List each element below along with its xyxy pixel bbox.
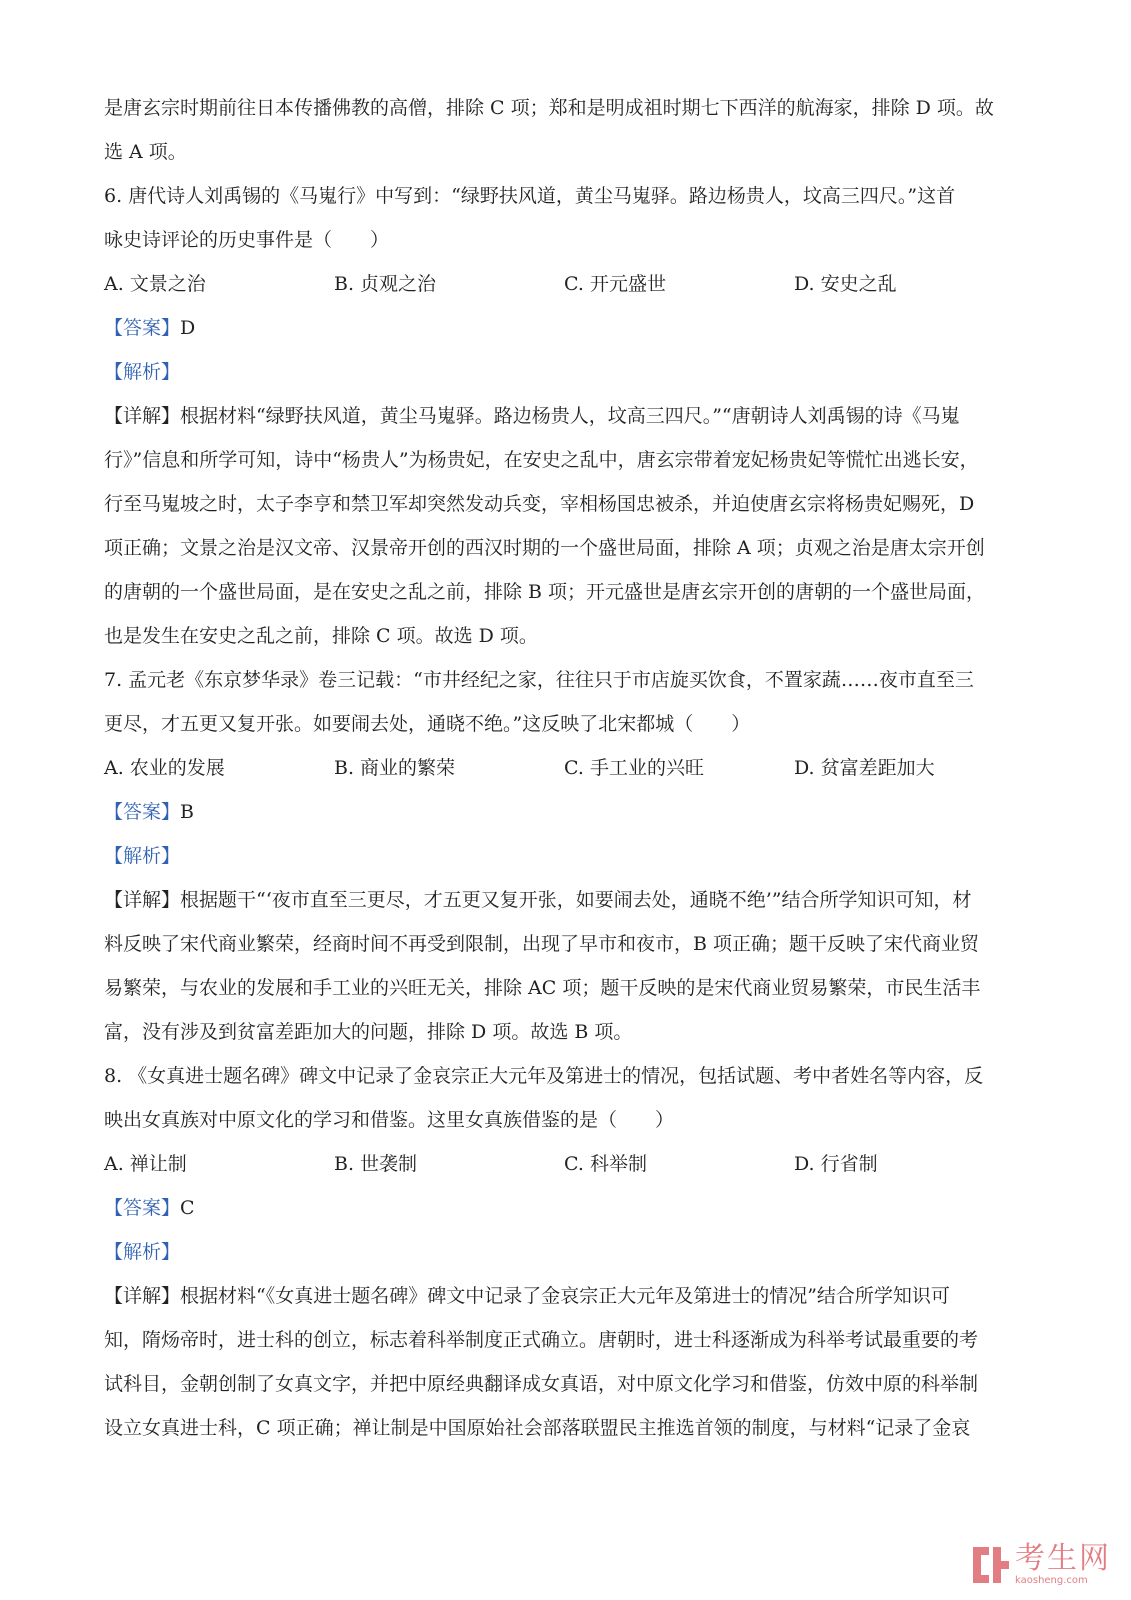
question-stem-line: 7. 孟元老《东京梦华录》卷三记载：“市井经纪之家，往往只于市店旋买饮食，不置家蔬……夜市直至三 — [104, 669, 974, 691]
detail-line: 易繁荣，与农业的发展和手工业的兴旺无关，排除 AC 项；题干反映的是宋代商业贸易繁荣，市民生活丰 — [104, 977, 981, 999]
question-stem-line: 映出女真族对中原文化的学习和借鉴。这里女真族借鉴的是（ ） — [104, 1109, 675, 1131]
options-row — [104, 262, 1024, 306]
text-line: 选 A 项。 — [104, 141, 187, 163]
option-c: C. 开元盛世 — [564, 273, 666, 295]
detail-line: 也是发生在安史之乱之前，排除 C 项。故选 D 项。 — [104, 625, 538, 647]
option-d: D. 贫富差距加大 — [794, 757, 935, 779]
watermark — [973, 1541, 1111, 1586]
option-b: B. 商业的繁荣 — [334, 757, 456, 779]
question-stem-line: 6. 唐代诗人刘禹锡的《马嵬行》中写到：“绿野扶风道，黄尘马嵬驿。路边杨贵人，坟高三四尺。”这首 — [104, 185, 956, 207]
analysis-tag: 【解析】 — [104, 845, 181, 867]
analysis-tag: 【解析】 — [104, 1241, 181, 1263]
detail-line: 设立女真进士科，C 项正确；禅让制是中国原始社会部落联盟民主推选首领的制度，与材料“记录了金哀 — [104, 1417, 971, 1439]
option-b: B. 世袭制 — [334, 1153, 418, 1175]
option-c: C. 手工业的兴旺 — [564, 757, 704, 779]
analysis-line — [104, 834, 1024, 878]
detail-line: 项正确；文景之治是汉文帝、汉景帝开创的西汉时期的一个盛世局面，排除 A 项；贞观之治是唐太宗开创 — [104, 537, 985, 559]
analysis-tag: 【解析】 — [104, 361, 181, 383]
detail-line: 【详解】根据材料“绿野扶风道，黄尘马嵬驿。路边杨贵人，坟高三四尺。”“唐朝诗人刘禹锡的诗《马嵬 — [104, 405, 960, 427]
question-8 — [104, 1054, 1024, 1450]
detail-line: 料反映了宋代商业繁荣，经商时间不再受到限制，出现了早市和夜市，B 项正确；题干反映了宋代商业贸 — [104, 933, 980, 955]
answer-line — [104, 306, 1024, 350]
option-a: A. 农业的发展 — [104, 757, 225, 779]
text-line: 是唐玄宗时期前往日本传播佛教的高僧，排除 C 项；郑和是明成祖时期七下西洋的航海家，排除 D 项。故 — [104, 97, 994, 119]
option-c: C. 科举制 — [564, 1153, 647, 1175]
analysis-line — [104, 1230, 1024, 1274]
option-d: D. 安史之乱 — [794, 273, 897, 295]
question-6 — [104, 174, 1024, 658]
answer-tag: 【答案】 — [104, 317, 181, 339]
answer-tag: 【答案】 — [104, 801, 181, 823]
watermark-url: kaosheng.com — [1015, 1575, 1088, 1586]
question-stem-line: 咏史诗评论的历史事件是（ ） — [104, 229, 390, 251]
detail-line: 知，隋炀帝时，进士科的创立，标志着科举制度正式确立。唐朝时，进士科逐渐成为科举考试最重要的考 — [104, 1329, 979, 1351]
detail-line: 【详解】根据题干“‘夜市直至三更尽，才五更又复开张，如要闹去处，通晓不绝’”结合所学知识可知，材 — [104, 889, 972, 911]
options-row — [104, 746, 1024, 790]
answer-tag: 【答案】 — [104, 1197, 181, 1219]
question-stem-line: 更尽，才五更又复开张。如要闹去处，通晓不绝。”这反映了北宋都城（ ） — [104, 713, 751, 735]
watermark-logo-icon — [973, 1547, 1009, 1583]
answer-line — [104, 1186, 1024, 1230]
detail-line: 行至马嵬坡之时，太子李亨和禁卫军却突然发动兵变，宰相杨国忠被杀，并迫使唐玄宗将杨贵妃赐死，D — [104, 493, 975, 515]
detail-line: 的唐朝的一个盛世局面，是在安史之乱之前，排除 B 项；开元盛世是唐玄宗开创的唐朝的一个盛世局面， — [104, 581, 986, 603]
option-d: D. 行省制 — [794, 1153, 878, 1175]
question-stem-line: 8. 《女真进士题名碑》碑文中记录了金哀宗正大元年及第进士的情况，包括试题、考中者姓名等内容，反 — [104, 1065, 984, 1087]
option-a: A. 文景之治 — [104, 273, 206, 295]
detail-line: 【详解】根据材料“《女真进士题名碑》碑文中记录了金哀宗正大元年及第进士的情况”结合所学知识可 — [104, 1285, 950, 1307]
detail-line: 试科目，金朝创制了女真文字，并把中原经典翻译成女真语，对中原文化学习和借鉴，仿效中原的科举制 — [104, 1373, 979, 1395]
question-7 — [104, 658, 1024, 1054]
options-row — [104, 1142, 1024, 1186]
document-body — [104, 86, 1024, 1450]
option-a: A. 禅让制 — [104, 1153, 187, 1175]
option-b: B. 贞观之治 — [334, 273, 437, 295]
answer-line — [104, 790, 1024, 834]
answer-value: D — [180, 317, 196, 339]
detail-line: 行》”信息和所学可知，诗中“杨贵人”为杨贵妃，在安史之乱中，唐玄宗带着宠妃杨贵妃等慌忙出逃长安， — [104, 449, 979, 471]
detail-line: 富，没有涉及到贫富差距加大的问题，排除 D 项。故选 B 项。 — [104, 1021, 633, 1043]
analysis-line — [104, 350, 1024, 394]
watermark-text: 考生网 — [1015, 1541, 1111, 1576]
answer-value: B — [180, 801, 194, 823]
answer-value: C — [180, 1197, 195, 1219]
